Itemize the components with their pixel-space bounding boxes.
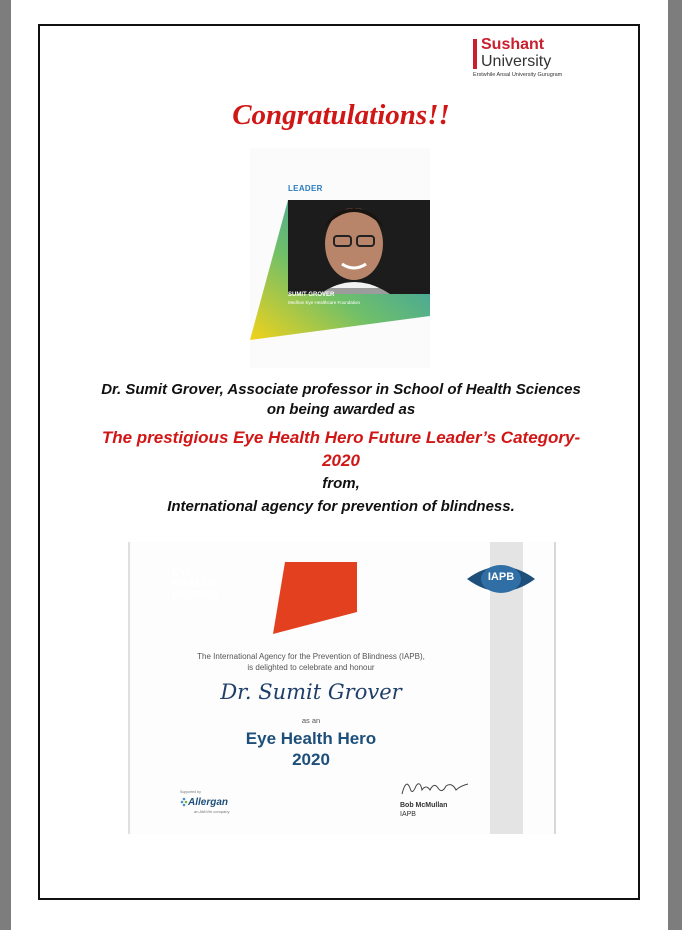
logo-line1: Sushant (481, 36, 545, 53)
sushant-university-logo (473, 37, 583, 81)
certificate-recipient: Dr. Sumit Grover (220, 680, 402, 704)
badge-line3: HEROES (172, 589, 219, 601)
card-name: SUMIT GROVER (288, 292, 335, 298)
iapb-logo-text: IAPB (487, 571, 515, 583)
eye-health-heroes-badge (273, 562, 357, 634)
card-org: Medhan Eye Healthcare Foundation (288, 300, 361, 305)
signer-org: IAPB (400, 811, 416, 818)
agency-line: International agency for prevention of blindness. (167, 498, 515, 515)
logo-line2: University (481, 53, 552, 70)
card-tag: LEADER (288, 184, 323, 193)
from-line: from, (322, 475, 360, 492)
certificate-intro-line2: is delighted to celebrate and honour (247, 663, 375, 672)
certificate-title: Eye Health Hero (245, 729, 377, 748)
signer-name: Bob McMullan (400, 802, 448, 809)
award-line1: The prestigious Eye Health Hero Future Leader’s Category- (101, 428, 581, 447)
badge-line2: HEALTH (172, 578, 216, 590)
card-graphic (250, 148, 430, 368)
logo-line3: Erstwhile Ansal University Gurugram (473, 72, 563, 78)
certificate-intro-line1: The International Agency for the Prevention of Blindness (IAPB), (197, 652, 425, 661)
logo-bar (473, 39, 477, 69)
message-line1 (0, 380, 682, 420)
sponsor-name: Allergan (188, 797, 229, 808)
message-line2-text: on being awarded as (266, 401, 416, 418)
message-line1-text: Dr. Sumit Grover, Associate professor in School of Health Sciences (101, 381, 581, 398)
supported-by-label: Supported by (180, 790, 201, 794)
leader-photo-card (250, 148, 430, 368)
certificate-as-an: as an (301, 716, 321, 725)
certificate-year: 2020 (292, 750, 330, 769)
allergan-logo-icon (180, 797, 188, 807)
award-title (0, 426, 682, 472)
badge-line1: EYE (172, 567, 195, 579)
signature-image (398, 776, 474, 800)
sponsor-subtitle: an AbbVie company (194, 809, 230, 814)
badge-text (172, 568, 218, 601)
congratulations-heading: Congratulations!! (232, 99, 450, 131)
award-line2: 2020 (322, 451, 360, 470)
